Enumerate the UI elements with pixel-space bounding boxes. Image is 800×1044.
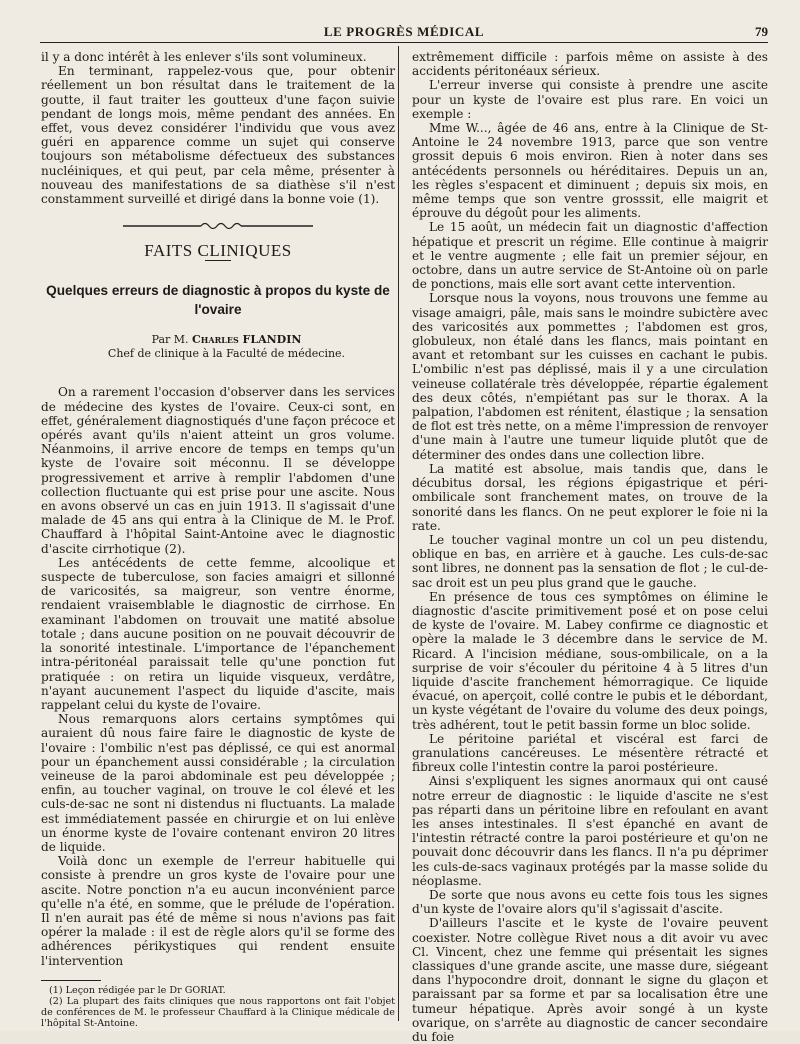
paragraph: De sorte que nous avons eu cette fois tous les signes d'un kyste de l'ovaire alors qu'il s'agissait d'ascite. bbox=[412, 887, 768, 917]
page-number: 79 bbox=[755, 24, 768, 39]
article-title: Quelques erreurs de diagnostic à propos du kyste de l'ovaire bbox=[46, 283, 390, 318]
paragraph: Ainsi s'expliquent les signes anormaux qui ont causé notre erreur de diagnostic : le liquide d'ascite ne s'est pas réparti dans un péritoine libre en refoulant en avant les anses intestinales. Il s'est épanché en avant de l'intestin rétracté contre la paroi postérieure et qu'on ne pouvait donc découvrir dans les flancs. Il n'a pu déprimer les culs-de-sacs vaginaux protégés par la masse solide du néoplasme. bbox=[412, 774, 768, 888]
left-column bbox=[41, 50, 395, 1029]
case-paragraph: Le 15 août, un médecin fait un diagnostic d'affection hépatique et prescrit un régime. Elle continue à maigrir et le ventre augmente ; elle fait un premier séjour, en octobre, dans un autre service de St-Antoine où on parle de ponctions, mais elle sort avant cette intervention. bbox=[412, 220, 768, 292]
case-paragraph: Lorsque nous la voyons, nous trouvons une femme au visage amaigri, pâle, mais sans le moindre subictère avec des varicosités aux pommettes ; l'abdomen est gros, globuleux, non étalé dans les flancs, mais pointant en avant et retombant sur les cuisses en cachant le pubis. L'ombilic n'est pas déplissé, mais il y a une circulation veineuse collatérale très développée, répartie également des deux côtés, n'empiétant pas sur le thorax. A la palpation, l'abdomen est rénitent, élastique ; la sensation de flot est très nette, on a même l'impression de renvoyer d'une main à l'autre une tumeur liquide plutôt que de déterminer des ondes dans une collection libre. bbox=[412, 291, 768, 462]
paragraph: En terminant, rappelez-vous que, pour obtenir réellement un bon résultat dans le traitement de la goutte, il faut traiter les goutteux d'une façon suivie pendant de longs mois, même pendant des années. En effet, vous devez considérer l'individu que vous avez guéri en apparence comme un sujet qui conserve toujours son métabolisme défectueux des substances nucléiniques, et qui peut, par cela même, présenter à nouveau des manifestations de sa diathèse s'il n'est constamment surveillé et dirigé dans la bonne voie (1). bbox=[41, 64, 395, 207]
footnote: (1) Leçon rédigée par le Dr GORIAT. bbox=[49, 984, 226, 996]
author-affiliation: Chef de clinique à la Faculté de médecine. bbox=[107, 347, 346, 361]
case-paragraph: En présence de tous ces symptômes on élimine le diagnostic d'ascite primitivement posé et on pose celui de kyste de l'ovaire. M. Labey confirme ce diagnostic et opère la malade le 3 décembre dans le service de M. Ricard. A l'incision médiane, sous-ombilicale, on a la surprise de voir s'écouler du péritoine 4 à 5 litres d'un liquide d'ascite franchement hémorragique. Ce liquide évacué, on aperçoit, collé contre le pubis et le débordant, un kyste végétant de l'ovaire du volume des deux poings, très adhérent, tout le petit bassin forme un bloc solide. bbox=[412, 589, 768, 732]
paragraph: extrêmement difficile : parfois même on assiste à des accidents péritonéaux sérieux. bbox=[412, 50, 768, 79]
byline bbox=[41, 333, 395, 347]
byline-prefix: Par M. bbox=[151, 333, 189, 347]
section-title: FAITS CLINIQUES bbox=[144, 241, 292, 261]
journal-title: LE PROGRÈS MÉDICAL bbox=[323, 24, 485, 39]
case-paragraph: Mme W..., âgée de 46 ans, entre à la Clinique de St-Antoine le 24 novembre 1913, parce que son ventre grossit depuis 6 mois environ. Rien à noter dans ses antécédents personnels ou héréditaires. Depuis un an, les règles s'espacent et diminuent ; depuis six mois, en même temps que son ventre grosssit, elle maigrit et éprouve du dégoût pour les aliments. bbox=[412, 121, 768, 221]
paragraph: On a rarement l'occasion d'observer dans les services de médecine des kystes de l'ovaire. Ceux-ci sont, en effet, généralement diagnostiqués d'une façon précoce et opérés avant qu'ils n'aient atteint un gros volume. Néanmoins, il arrive encore de temps en temps qu'un kyste de l'ovaire soit méconnu. Il se développe progressivement et arrive à remplir l'abdomen d'une collection fluctuante qui est prise pour une ascite. Nous en avons observé un cas en juin 1913. Il s'agissait d'une malade de 45 ans qui entra à la Clinique de M. le Prof. Chauffard à l'hôpital Saint-Antoine avec le diagnostic d'ascite cirrhotique (2). bbox=[41, 385, 395, 556]
author-name: Charles FLANDIN bbox=[192, 333, 302, 347]
footnotes bbox=[41, 985, 395, 1029]
case-paragraph: La matité est absolue, mais tandis que, dans le décubitus dorsal, les régions épigastrique et péri-ombilicale sont franchement mates, on trouve de la sonorité dans les flancs. On ne peut explorer le foie ni la rate. bbox=[412, 461, 768, 533]
case-paragraph: Le péritoine pariétal et viscéral est farci de granulations cancéreuses. Le mésentère rétracté et fibreux colle l'intestin contre la paroi postérieure. bbox=[412, 731, 768, 775]
case-report bbox=[412, 121, 768, 774]
paragraph: Voilà donc un exemple de l'erreur habituelle qui consiste à prendre un gros kyste de l'ovaire pour une ascite. Notre ponction n'a eu aucun inconvénient parce qu'elle n'a été, en somme, que le prélude de l'opération. Il n'en aurait pas été de même si nous n'avions pas fait opérer la malade : il est de règle alors qu'il se forme des adhérences périkystiques qui rendent ensuite l'intervention bbox=[41, 854, 395, 968]
running-header bbox=[40, 24, 768, 43]
paragraph: L'erreur inverse qui consiste à prendre une ascite pour un kyste de l'ovaire est plus rare. En voici un exemple : bbox=[412, 78, 768, 121]
paragraph: il y a donc intérêt à les enlever s'ils sont volumineux. bbox=[41, 50, 367, 64]
footnote-rule bbox=[41, 980, 101, 981]
paragraph: D'ailleurs l'ascite et le kyste de l'ovaire peuvent coexister. Notre collègue Rivet nous a dit avoir vu avec Cl. Vincent, chez une femme qui présentait les signes classiques d'une grande ascite, une masse dure, siégeant dans l'hypocondre droit, donnant le signe du glaçon et paraissant par sa forme et par sa localisation être une tumeur hépatique. Après avoir songé à un kyste ovarique, on s'arrête au diagnostic de cancer secondaire du foie bbox=[412, 916, 768, 1044]
section-title-rule bbox=[205, 260, 231, 261]
paragraph: Les antécédents de cette femme, alcoolique et suspecte de tuberculose, son facies amaigri et sillonné de varicosités, sa maigreur, son ventre énorme, rendaient vraisemblable le diagnostic de cirrhose. En examinant l'abdomen on trouvait une matité absolue totale ; dans aucune position on ne pouvait découvrir de la sonorité intestinale. L'importance de l'épanchement intra-péritonéal paraissait telle qu'une ponction fut pratiquée : on retira un liquide visqueux, verdâtre, n'ayant aucunement l'aspect du liquide d'ascite, mais rappelant celui du kyste de l'ovaire. bbox=[41, 555, 395, 712]
footnote: (2) La plupart des faits cliniques que nous rapportons ont fait l'objet de conférences de M. le professeur Chauffard à la Clinique médicale de l'hôpital St-Antoine. bbox=[41, 995, 395, 1029]
paragraph: Nous remarquons alors certains symptômes qui auraient dû nous faire faire le diagnostic de kyste de l'ovaire : l'ombilic n'est pas déplissé, ce qui est anormal pour un épanchement aussi considérable ; la circulation veineuse de la paroi abdominale est peu développée ; enfin, au toucher vaginal, on trouve le col élevé et les culs-de-sac ne sont ni distendus ni fluctuants. La malade est immédiatement passée en chirurgie et on lui enlève un énorme kyste de l'ovaire contenant environ 20 litres de liquide. bbox=[41, 712, 395, 854]
column-divider bbox=[398, 46, 399, 1021]
ornamental-divider bbox=[123, 220, 313, 232]
case-paragraph: Le toucher vaginal montre un col un peu distendu, oblique en bas, en arrière et à gauche. Les culs-de-sac sont libres, ne donnent pas la sensation de flot ; le cul-de-sac droit est un peu plus grand que le gauche. bbox=[412, 532, 768, 590]
right-column bbox=[412, 50, 768, 1044]
